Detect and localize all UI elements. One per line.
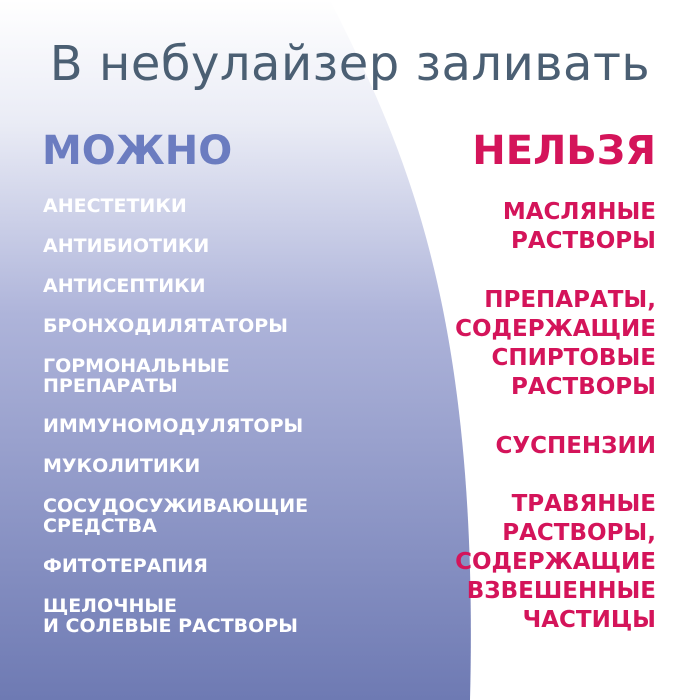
allowed-heading: МОЖНО [42, 128, 233, 174]
forbidden-item: МАСЛЯНЫЕ РАСТВОРЫ [502, 199, 656, 254]
allowed-item: АНЕСТЕТИКИ [43, 195, 187, 217]
forbidden-item: ТРАВЯНЫЕ РАСТВОРЫ, СОДЕРЖАЩИЕ ВЗВЕШЕННЫЕ ЧАСТИЦЫ [455, 491, 656, 633]
allowed-item: ЩЕЛОЧНЫЕ И СОЛЕВЫЕ РАСТВОРЫ [43, 595, 298, 637]
forbidden-item: ПРЕПАРАТЫ, СОДЕРЖАЩИЕ СПИРТОВЫЕ РАСТВОРЫ [455, 287, 656, 400]
allowed-item: ГОРМОНАЛЬНЫЕ ПРЕПАРАТЫ [43, 355, 230, 397]
allowed-item: ИММУНОМОДУЛЯТОРЫ [43, 415, 304, 437]
page-title: В небулайзер заливать [49, 36, 651, 92]
forbidden-heading: НЕЛЬЗЯ [472, 128, 656, 174]
allowed-item: АНТИБИОТИКИ [43, 235, 210, 257]
allowed-item: БРОНХОДИЛЯТАТОРЫ [43, 315, 288, 337]
allowed-item: МУКОЛИТИКИ [43, 455, 201, 477]
allowed-item: ФИТОТЕРАПИЯ [43, 555, 208, 577]
allowed-item: АНТИСЕПТИКИ [43, 275, 206, 297]
forbidden-item: СУСПЕНЗИИ [495, 433, 656, 459]
allowed-item: СОСУДОСУЖИВАЮЩИЕ СРЕДСТВА [43, 495, 309, 537]
